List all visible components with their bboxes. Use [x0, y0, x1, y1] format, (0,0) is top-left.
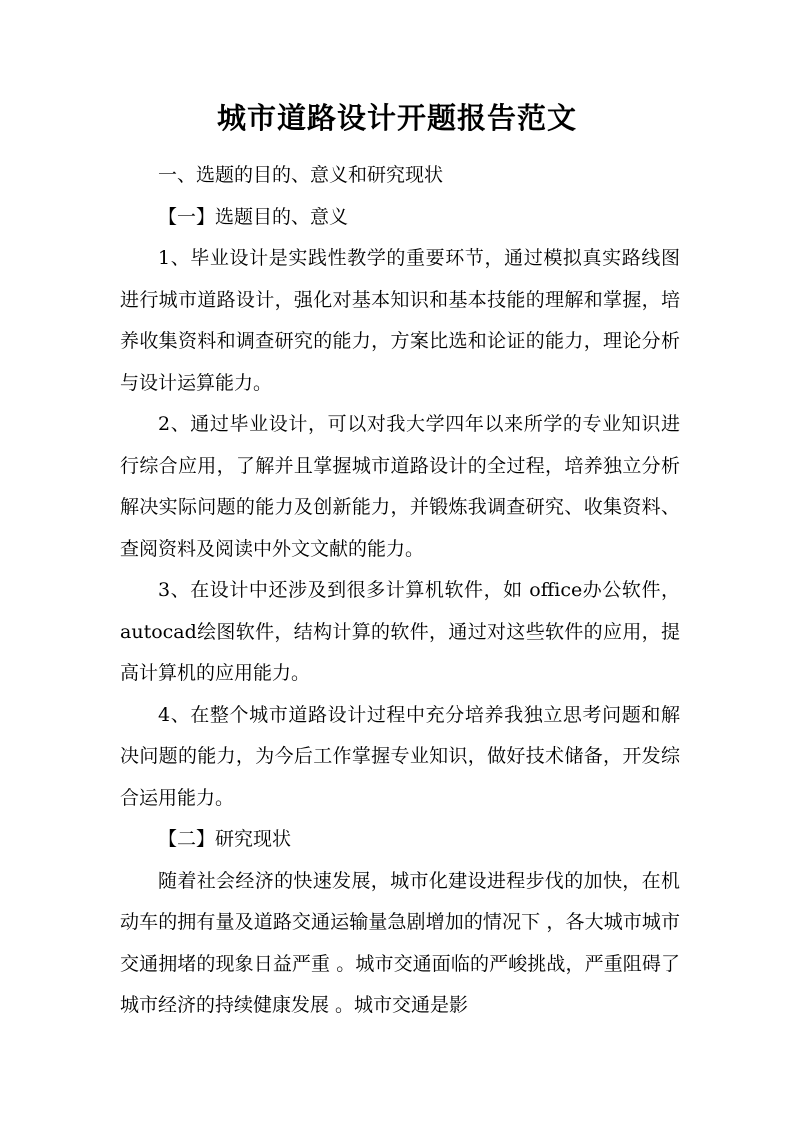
- document-body: [120, 155, 680, 1027]
- paragraph: 1、毕业设计是实践性教学的重要环节，通过模拟真实路线图进行城市道路设计，强化对基本知识和基本技能的理解和掌握，培养收集资料和调查研究的能力，方案比选和论证的能力，理论分析与设计运算能力。: [120, 247, 680, 394]
- subsection-heading-purpose: 【一】选题目的、意义: [158, 205, 349, 228]
- section-heading: 一、选题的目的、意义和研究现状: [158, 164, 444, 186]
- subsection-heading-status: 【二】研究现状: [158, 828, 292, 850]
- paragraph: 2、通过毕业设计，可以对我大学四年以来所学的专业知识进行综合应用，了解并且掌握城市道路设计的全过程，培养独立分析解决实际问题的能力及创新能力，并锻炼我调查研究、收集资料、查阅资料及阅读中外文文献的能力。: [120, 413, 680, 560]
- paragraph: 3、在设计中还涉及到很多计算机软件，如 office办公软件，autocad绘图软件，结构计算的软件，通过对这些软件的应用，提高计算机的应用能力。: [120, 579, 680, 684]
- paragraph: 4、在整个城市道路设计过程中充分培养我独立思考问题和解决问题的能力，为今后工作掌握专业知识，做好技术储备，开发综合运用能力。: [120, 703, 680, 809]
- paragraph: 随着社会经济的快速发展，城市化建设进程步伐的加快，在机动车的拥有量及道路交通运输量急剧增加的情况下 ，各大城市城市交通拥堵的现象日益严重 。城市交通面临的严峻挑战，严重阻碍了城市经济的持续健康发展 。城市交通是影: [120, 869, 680, 1016]
- document-title: 城市道路设计开题报告范文: [216, 101, 577, 135]
